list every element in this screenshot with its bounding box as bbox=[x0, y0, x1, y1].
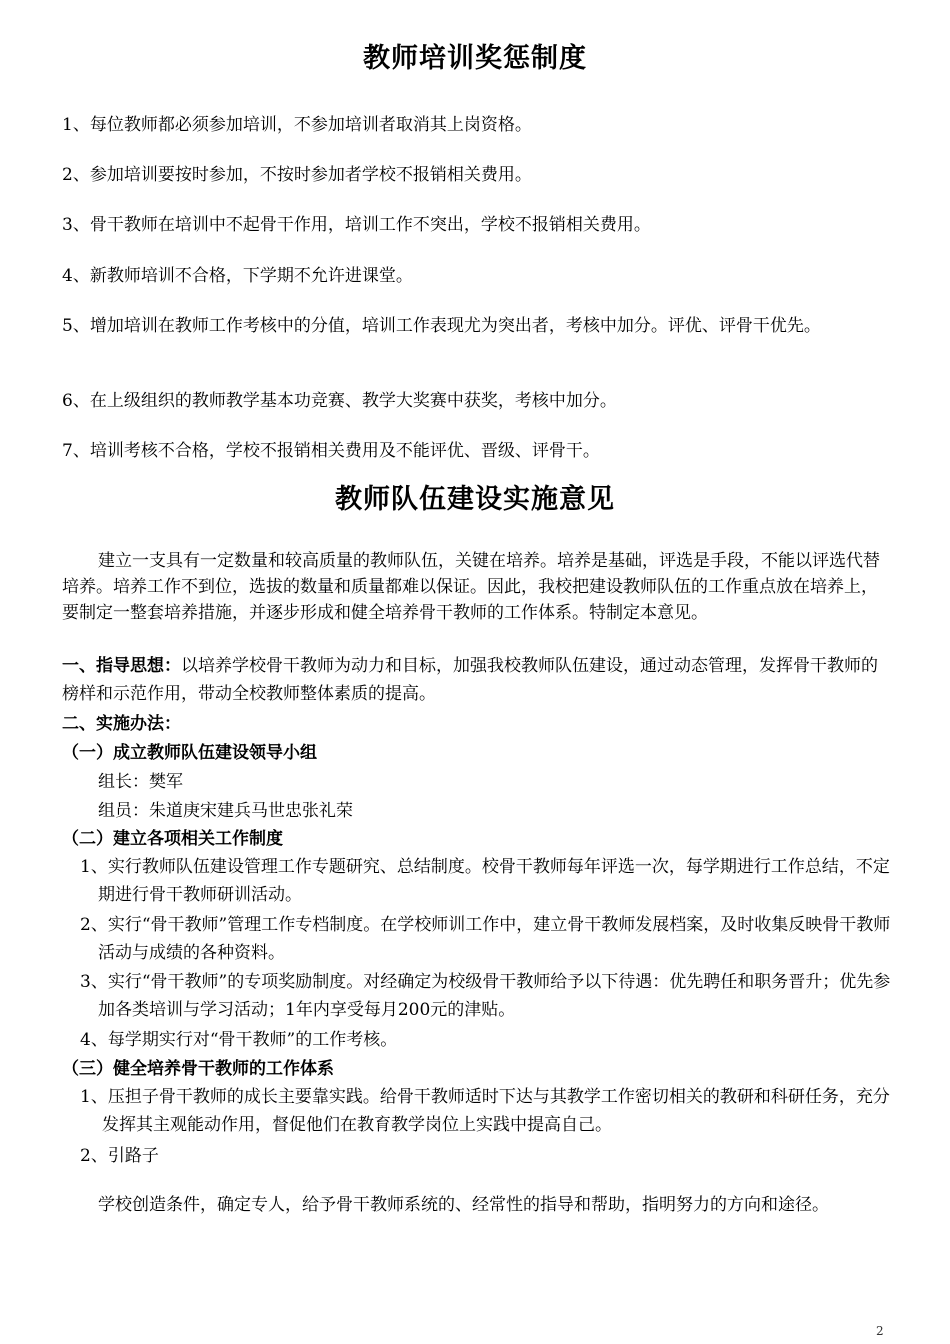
training-item-1: 1、压担子骨干教师的成长主要靠实践。给骨干教师适时下达与其教学工作密切相关的教研和科研任务，充分发挥其主观能动作用，督促他们在教育教学岗位上实践中提高自己。 bbox=[80, 1087, 890, 1135]
members-line: 组员：朱道庚宋建兵马世忠张礼荣 bbox=[98, 801, 353, 821]
system-item-4: 4、每学期实行对“骨干教师”的工作考核。 bbox=[80, 1030, 398, 1050]
page-number: 2 bbox=[876, 1324, 884, 1338]
leader-line: 组长：樊军 bbox=[98, 772, 183, 792]
section-heading-guiding-thought: 一、指导思想： bbox=[62, 656, 181, 676]
rule-5: 5、增加培训在教师工作考核中的分值，培训工作表现尤为突出者，考核中加分。评优、评骨干优先。 bbox=[62, 316, 821, 336]
rule-6: 6、在上级组织的教师教学基本功竞赛、教学大奖赛中获奖，考核中加分。 bbox=[62, 391, 617, 411]
system-item-2: 2、实行“骨干教师”管理工作专档制度。在学校师训工作中，建立骨干教师发展档案，及时收集反映骨干教师活动与成绩的各种资料。 bbox=[80, 915, 891, 963]
rule-3: 3、骨干教师在培训中不起骨干作用，培训工作不突出，学校不报销相关费用。 bbox=[62, 215, 651, 235]
section-heading-implementation: 二、实施办法： bbox=[62, 714, 181, 734]
subsection-heading-training-system: （三）健全培养骨干教师的工作体系 bbox=[62, 1059, 334, 1079]
rule-1: 1、每位教师都必须参加培训，不参加培训者取消其上岗资格。 bbox=[62, 115, 532, 135]
subsection-heading-systems: （二）建立各项相关工作制度 bbox=[62, 829, 283, 849]
section-guiding-thought bbox=[62, 652, 892, 708]
training-item-2: 2、引路子 bbox=[80, 1146, 159, 1166]
rule-2: 2、参加培训要按时参加，不按时参加者学校不报销相关费用。 bbox=[62, 165, 532, 185]
subsection-heading-leadership: （一）成立教师队伍建设领导小组 bbox=[62, 743, 317, 763]
system-item-1: 1、实行教师队伍建设管理工作专题研究、总结制度。校骨干教师每年评选一次，每学期进行工作总结，不定期进行骨干教师研训活动。 bbox=[80, 857, 890, 905]
system-item-3: 3、实行“骨干教师”的专项奖励制度。对经确定为校级骨干教师给予以下待遇：优先聘任和职务晋升；优先参加各类培训与学习活动；1年内享受每月200元的津贴。 bbox=[80, 972, 891, 1020]
training-item-2-text: 学校创造条件，确定专人，给予骨干教师系统的、经常性的指导和帮助，指明努力的方向和途径。 bbox=[98, 1195, 829, 1215]
intro-paragraph: 建立一支具有一定数量和较高质量的教师队伍，关键在培养。培养是基础，评选是手段，不能以评选代替培养。培养工作不到位，选拔的数量和质量都难以保证。因此，我校把建设教师队伍的工作重点放在培养上，要制定一整套培养措施，并逐步形成和健全培养骨干教师的工作体系。特制定本意见。 bbox=[62, 551, 880, 623]
title-team-building: 教师队伍建设实施意见 bbox=[335, 484, 615, 515]
rule-7: 7、培训考核不合格，学校不报销相关费用及不能评优、晋级、评骨干。 bbox=[62, 441, 600, 461]
title-training-rewards: 教师培训奖惩制度 bbox=[363, 43, 587, 74]
rule-4: 4、新教师培训不合格，下学期不允许进课堂。 bbox=[62, 266, 413, 286]
section-text-guiding-thought: 以培养学校骨干教师为动力和目标，加强我校教师队伍建设，通过动态管理，发挥骨干教师的榜样和示范作用，带动全校教师整体素质的提高。 bbox=[62, 656, 878, 704]
